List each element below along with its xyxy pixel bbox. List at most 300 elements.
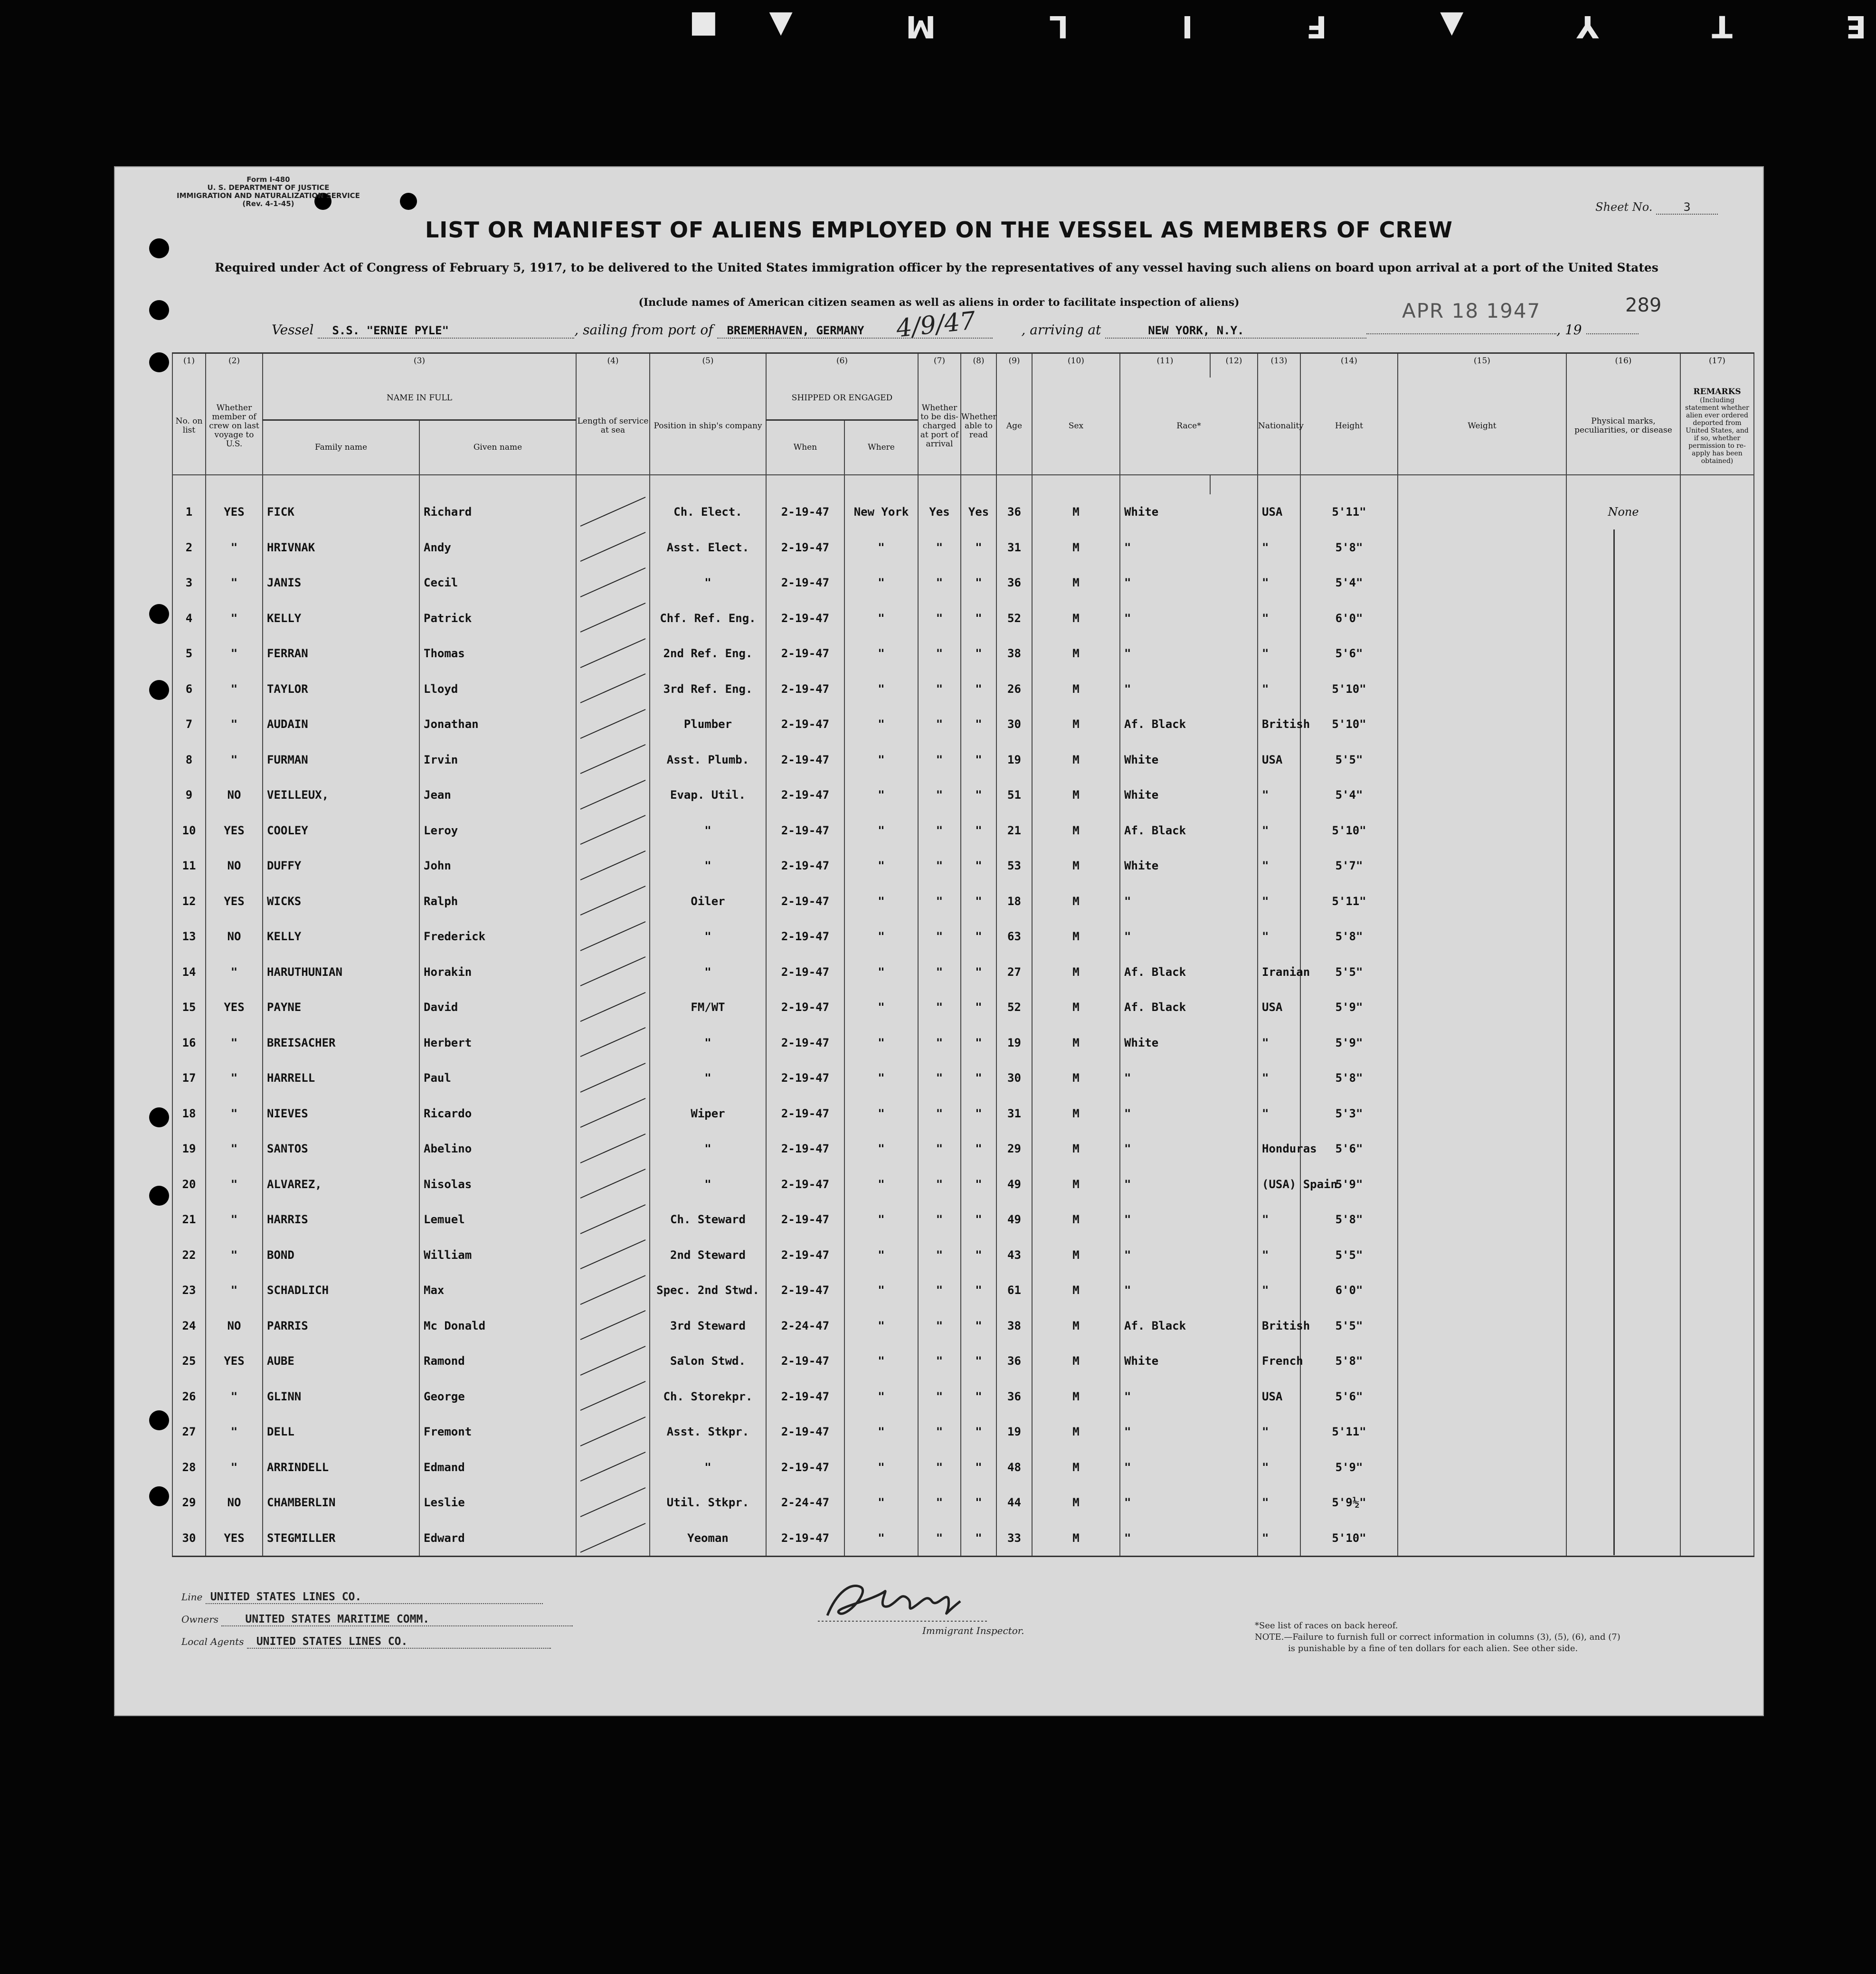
cell-position: Evap. Util. [650,777,766,813]
cell-age: 53 [996,848,1032,884]
cell-physical-marks [1566,848,1680,884]
cell-position: Wiper [650,1096,766,1132]
cell-physical-marks [1566,671,1680,707]
cell-row-no: 30 [172,1521,206,1557]
cell-position: " [650,848,766,884]
cell-shipped-when: 2-19-47 [766,1025,844,1061]
header-able-to-read: Whether able to read [961,378,996,475]
cell-crew-member: " [206,1096,263,1132]
cell-given-name: Nisolas [419,1167,576,1202]
cell-remarks [1680,813,1754,849]
cell-age: 19 [996,1414,1032,1450]
cell-height: 5'9" [1300,1167,1398,1202]
cell-family-name: KELLY [263,601,419,636]
cell-row-no: 3 [172,565,206,601]
cell-able-to-read: " [961,601,996,636]
cell-shipped-when: 2-19-47 [766,777,844,813]
sheet-number-label: Sheet No. [1595,200,1653,214]
footnote-races: *See list of races on back hereof. [1255,1621,1398,1631]
cell-shipped-when: 2-19-47 [766,1521,844,1557]
cell-sex: M [1032,636,1120,671]
cell-shipped-when: 2-19-47 [766,1096,844,1132]
cell-crew-member: " [206,1237,263,1273]
table-row [172,636,1754,671]
cell-weight [1398,707,1566,742]
header-when: When [766,420,844,475]
cell-given-name: John [419,848,576,884]
cell-sex: M [1032,777,1120,813]
cell-shipped-where: " [844,601,918,636]
cell-sex: M [1032,1450,1120,1485]
cell-able-to-read: " [961,1167,996,1202]
cell-remarks [1680,1060,1754,1096]
cell-shipped-where: " [844,1521,918,1557]
cell-nationality: " [1258,1485,1300,1521]
cell-crew-member: " [206,530,263,566]
cell-shipped-when: 2-19-47 [766,1414,844,1450]
cell-row-no: 9 [172,777,206,813]
cell-remarks [1680,707,1754,742]
cell-sex: M [1032,1237,1120,1273]
cell-shipped-where: " [844,919,918,954]
cell-discharged: " [918,1237,961,1273]
manifest-sheet [114,166,1764,1716]
cell-physical-marks [1566,1025,1680,1061]
cell-row-no: 26 [172,1379,206,1415]
cell-able-to-read: " [961,1237,996,1273]
cell-given-name: David [419,990,576,1025]
cell-weight [1398,777,1566,813]
cell-crew-member: " [206,1273,263,1308]
cell-weight [1398,1096,1566,1132]
header-sex: Sex [1032,378,1120,475]
cell-able-to-read: " [961,919,996,954]
cell-age: 27 [996,954,1032,990]
cell-sex: M [1032,1096,1120,1132]
cell-race: " [1120,1131,1258,1167]
cell-shipped-when: 2-19-47 [766,671,844,707]
cell-physical-marks [1566,1167,1680,1202]
cell-given-name: William [419,1237,576,1273]
cell-shipped-where: " [844,1308,918,1344]
cell-shipped-where: " [844,1131,918,1167]
col-num-16: (16) [1566,353,1680,378]
cell-shipped-when: 2-19-47 [766,1237,844,1273]
cell-position: " [650,919,766,954]
cell-shipped-where: " [844,707,918,742]
cell-able-to-read: " [961,1414,996,1450]
cell-shipped-when: 2-19-47 [766,1450,844,1485]
table-row [172,1450,1754,1485]
line-value: UNITED STATES LINES CO. [210,1591,362,1603]
cell-given-name: Jean [419,777,576,813]
cell-weight [1398,742,1566,778]
cell-age: 33 [996,1521,1032,1557]
cell-position: Yeoman [650,1521,766,1557]
table-row [172,990,1754,1025]
punch-hole [149,1186,169,1206]
cell-family-name: FERRAN [263,636,419,671]
cell-discharged: " [918,1060,961,1096]
cell-family-name: HRIVNAK [263,530,419,566]
cell-discharged: " [918,601,961,636]
table-row [172,671,1754,707]
cell-physical-marks: None [1566,494,1680,530]
cell-age: 51 [996,777,1032,813]
cell-sex: M [1032,1025,1120,1061]
table-row [172,1308,1754,1344]
table-row [172,742,1754,778]
cell-age: 49 [996,1202,1032,1237]
cell-physical-marks [1566,1237,1680,1273]
header-nationality: Nationality [1258,378,1300,475]
cell-race: White [1120,1025,1258,1061]
cell-family-name: BREISACHER [263,1025,419,1061]
inspector-label: Immigrant Inspector. [922,1625,1024,1636]
cell-given-name: Leslie [419,1485,576,1521]
cell-position: Ch. Steward [650,1202,766,1237]
cell-height: 5'9" [1300,1450,1398,1485]
col-num-14: (14) [1300,353,1398,378]
header-position: Position in ship's company [650,378,766,475]
table-row [172,565,1754,601]
cell-race: Af. Black [1120,1308,1258,1344]
cell-height: 5'10" [1300,813,1398,849]
cell-given-name: Abelino [419,1131,576,1167]
cell-physical-marks [1566,1273,1680,1308]
cell-able-to-read: " [961,990,996,1025]
cell-shipped-when: 2-19-47 [766,990,844,1025]
col-num-15: (15) [1398,353,1566,378]
form-identifier [177,176,360,208]
col-num-5: (5) [650,353,766,378]
table-row [172,1343,1754,1379]
cell-given-name: Paul [419,1060,576,1096]
cell-remarks [1680,990,1754,1025]
cell-discharged: " [918,848,961,884]
cell-nationality: USA [1258,990,1300,1025]
cell-nationality: " [1258,1060,1300,1096]
cell-nationality: " [1258,1237,1300,1273]
cell-shipped-when: 2-19-47 [766,1379,844,1415]
cell-crew-member: " [206,1450,263,1485]
cell-family-name: PARRIS [263,1308,419,1344]
cell-weight [1398,565,1566,601]
cell-nationality: " [1258,1202,1300,1237]
cell-physical-marks [1566,884,1680,919]
table-row [172,1379,1754,1415]
cell-remarks [1680,1450,1754,1485]
cell-remarks [1680,1025,1754,1061]
cell-weight [1398,1485,1566,1521]
col-num-10: (10) [1032,353,1120,378]
cell-race: White [1120,742,1258,778]
cell-sex: M [1032,1131,1120,1167]
agents-value: UNITED STATES LINES CO. [256,1635,408,1648]
cell-discharged: " [918,1450,961,1485]
form-revision: (Rev. 4-1-45) [242,199,294,208]
cell-discharged: " [918,530,961,566]
cell-height: 5'6" [1300,636,1398,671]
cell-given-name: Herbert [419,1025,576,1061]
cell-race: " [1120,1379,1258,1415]
cell-row-no: 11 [172,848,206,884]
punch-hole [149,1486,169,1506]
cell-shipped-where: " [844,813,918,849]
cell-shipped-when: 2-19-47 [766,636,844,671]
cell-row-no: 28 [172,1450,206,1485]
page-number: 289 [1625,294,1662,316]
cell-nationality: USA [1258,742,1300,778]
cell-discharged: " [918,919,961,954]
cell-weight [1398,884,1566,919]
cell-weight [1398,1450,1566,1485]
cell-family-name: DELL [263,1414,419,1450]
cell-physical-marks [1566,813,1680,849]
cell-race: " [1120,636,1258,671]
cell-race: Af. Black [1120,707,1258,742]
cell-shipped-when: 2-19-47 [766,530,844,566]
cell-crew-member: " [206,742,263,778]
cell-nationality: " [1258,919,1300,954]
cell-sex: M [1032,1202,1120,1237]
header-no-on-list: No. on list [172,378,206,475]
cell-shipped-where: " [844,530,918,566]
cell-height: 5'9" [1300,990,1398,1025]
cell-sex: M [1032,813,1120,849]
cell-physical-marks [1566,1131,1680,1167]
cell-physical-marks [1566,954,1680,990]
cell-row-no: 23 [172,1273,206,1308]
cell-row-no: 20 [172,1167,206,1202]
cell-remarks [1680,919,1754,954]
cell-discharged: " [918,671,961,707]
owners-value: UNITED STATES MARITIME COMM. [245,1613,430,1625]
cell-race: " [1120,1450,1258,1485]
cell-row-no: 16 [172,1025,206,1061]
table-row [172,1273,1754,1308]
cell-crew-member: YES [206,494,263,530]
col-num-4: (4) [576,353,650,378]
cell-given-name: Max [419,1273,576,1308]
table-row [172,884,1754,919]
cell-position: Salon Stwd. [650,1343,766,1379]
cell-race: Af. Black [1120,813,1258,849]
cell-race: " [1120,1167,1258,1202]
table-row [172,813,1754,849]
cell-nationality: Iranian [1258,954,1300,990]
header-remarks-note: (Including statement whether alien ever ordered deported from United States, and if so, whether permission to re-apply has been obtained) [1685,396,1749,465]
cell-race: Af. Black [1120,954,1258,990]
col-num-3: (3) [263,353,576,378]
cell-family-name: HARRELL [263,1060,419,1096]
cell-able-to-read: " [961,707,996,742]
cell-remarks [1680,1343,1754,1379]
cell-shipped-when: 2-19-47 [766,707,844,742]
inspector-signature [818,1573,989,1625]
header-remarks-title: REMARKS [1693,387,1741,397]
cell-shipped-when: 2-19-47 [766,1202,844,1237]
cell-shipped-when: 2-19-47 [766,813,844,849]
cell-sex: M [1032,494,1120,530]
cell-height: 5'5" [1300,1308,1398,1344]
cell-discharged: " [918,777,961,813]
cell-family-name: JANIS [263,565,419,601]
cell-race: " [1120,884,1258,919]
cell-discharged: " [918,1202,961,1237]
cell-physical-marks [1566,1450,1680,1485]
header-race: Race* [1120,378,1258,475]
cell-shipped-when: 2-19-47 [766,919,844,954]
cell-able-to-read: " [961,954,996,990]
cell-remarks [1680,1414,1754,1450]
cell-discharged: " [918,636,961,671]
cell-race: " [1120,1096,1258,1132]
cell-physical-marks [1566,990,1680,1025]
col-num-1: (1) [172,353,206,378]
cell-row-no: 12 [172,884,206,919]
cell-crew-member: " [206,1025,263,1061]
cell-physical-marks [1566,1096,1680,1132]
cell-given-name: Horakin [419,954,576,990]
cell-age: 19 [996,1025,1032,1061]
cell-discharged: " [918,813,961,849]
cell-race: White [1120,494,1258,530]
cell-able-to-read: Yes [961,494,996,530]
cell-physical-marks [1566,1202,1680,1237]
cell-remarks [1680,1521,1754,1557]
table-row [172,1237,1754,1273]
cell-crew-member: " [206,1414,263,1450]
cell-race: " [1120,919,1258,954]
table-row [172,848,1754,884]
cell-crew-member: YES [206,884,263,919]
cell-position: Oiler [650,884,766,919]
cell-race: " [1120,1060,1258,1096]
cell-sex: M [1032,1521,1120,1557]
cell-shipped-where: " [844,954,918,990]
cell-given-name: Richard [419,494,576,530]
crew-manifest-table [172,352,1754,1557]
header-shipped-or-engaged: SHIPPED OR ENGAGED [766,378,918,420]
header-physical-marks: Physical marks, peculiarities, or disease [1566,378,1680,475]
table-row [172,1096,1754,1132]
cell-weight [1398,1343,1566,1379]
cell-race: White [1120,1343,1258,1379]
cell-family-name: SCHADLICH [263,1273,419,1308]
cell-shipped-where: " [844,671,918,707]
cell-height: 5'4" [1300,777,1398,813]
cell-height: 5'8" [1300,1202,1398,1237]
cell-weight [1398,601,1566,636]
punch-hole [149,1410,169,1430]
cell-family-name: AUBE [263,1343,419,1379]
cell-row-no: 19 [172,1131,206,1167]
cell-shipped-where: " [844,1237,918,1273]
cell-shipped-when: 2-19-47 [766,848,844,884]
cell-remarks [1680,1308,1754,1344]
cell-discharged: " [918,1131,961,1167]
film-edge-marking: E T Y ▲ F I L M ▲■ [638,9,1867,44]
cell-nationality: " [1258,671,1300,707]
page-title: LIST OR MANIFEST OF ALIENS EMPLOYED ON THE VESSEL AS MEMBERS OF CREW [425,217,1453,243]
line-field [181,1591,543,1604]
cell-crew-member: " [206,1167,263,1202]
cell-remarks [1680,565,1754,601]
sheet-number-value: 3 [1656,200,1718,215]
cell-given-name: Irvin [419,742,576,778]
cell-family-name: WICKS [263,884,419,919]
cell-age: 49 [996,1167,1032,1202]
cell-position: Asst. Stkpr. [650,1414,766,1450]
cell-age: 19 [996,742,1032,778]
cell-crew-member: " [206,565,263,601]
table-row [172,1485,1754,1521]
cell-position: 2nd Ref. Eng. [650,636,766,671]
cell-physical-marks [1566,1379,1680,1415]
cell-able-to-read: " [961,742,996,778]
cell-given-name: Frederick [419,919,576,954]
cell-given-name: Ramond [419,1343,576,1379]
header-name-in-full: NAME IN FULL [263,378,576,420]
cell-shipped-when: 2-19-47 [766,1131,844,1167]
punch-hole [149,1107,169,1127]
cell-position: Spec. 2nd Stwd. [650,1273,766,1308]
cell-physical-marks [1566,1308,1680,1344]
cell-physical-marks [1566,565,1680,601]
table-row [172,530,1754,566]
cell-remarks [1680,671,1754,707]
table-row [172,707,1754,742]
header-remarks [1680,378,1754,475]
col-num-6: (6) [766,353,918,378]
cell-sex: M [1032,742,1120,778]
header-crew-member: Whether member of crew on last voyage to U.S. [206,378,263,475]
cell-age: 52 [996,990,1032,1025]
cell-physical-marks [1566,601,1680,636]
cell-row-no: 24 [172,1308,206,1344]
cell-age: 52 [996,601,1032,636]
cell-row-no: 7 [172,707,206,742]
cell-nationality: " [1258,813,1300,849]
cell-age: 18 [996,884,1032,919]
cell-shipped-where: " [844,742,918,778]
cell-remarks [1680,1131,1754,1167]
cell-age: 29 [996,1131,1032,1167]
cell-row-no: 15 [172,990,206,1025]
cell-family-name: TAYLOR [263,671,419,707]
cell-sex: M [1032,884,1120,919]
table-row [172,1521,1754,1557]
sailing-date-handwritten: 4/9/47 [895,306,977,343]
page-subtitle: Required under Act of Congress of February 5, 1917, to be delivered to the United States immigration officer by the representatives of any vessel having such aliens on board upon arrival at a port of the United States [215,261,1658,274]
cell-row-no: 13 [172,919,206,954]
cell-able-to-read: " [961,1379,996,1415]
cell-family-name: PAYNE [263,990,419,1025]
cell-physical-marks [1566,1485,1680,1521]
footnote-warning: NOTE.—Failure to furnish full or correct information in columns (3), (5), (6), and (7) [1255,1632,1620,1642]
cell-able-to-read: " [961,671,996,707]
cell-height: 5'5" [1300,742,1398,778]
cell-nationality: British [1258,707,1300,742]
cell-position: 3rd Steward [650,1308,766,1344]
cell-race: " [1120,530,1258,566]
col-num-2: (2) [206,353,263,378]
cell-physical-marks [1566,919,1680,954]
cell-position: " [650,1025,766,1061]
cell-row-no: 5 [172,636,206,671]
cell-position: 3rd Ref. Eng. [650,671,766,707]
